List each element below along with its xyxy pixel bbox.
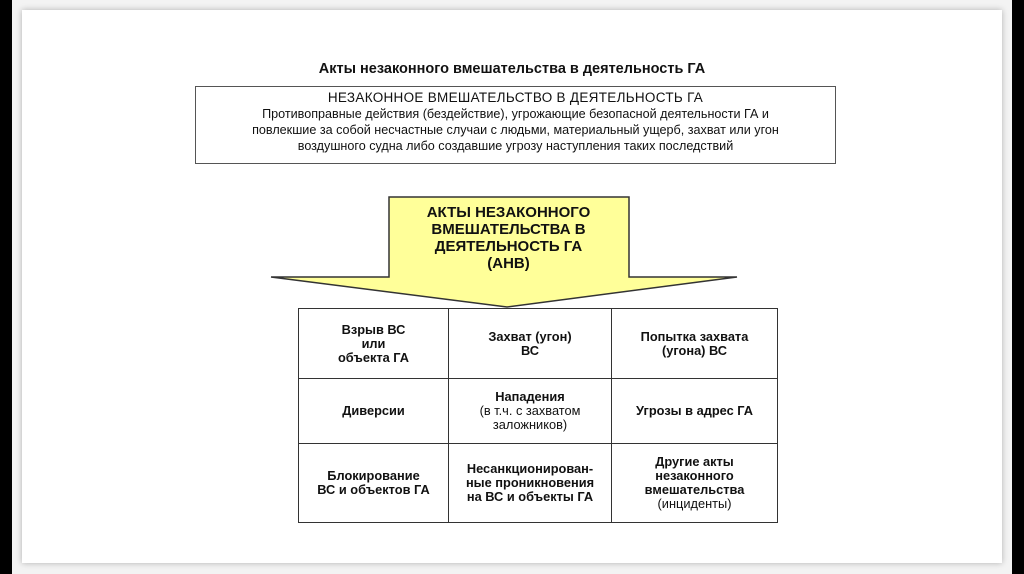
grid-cell-title: Блокирование ВС и объектов ГА (317, 468, 430, 497)
grid-cell (612, 309, 778, 379)
grid-cell-title: Угрозы в адрес ГА (636, 403, 753, 418)
grid-cell (449, 309, 612, 379)
slide-background (12, 0, 1012, 574)
grid-row (299, 309, 778, 379)
slide-title: Акты незаконного вмешательства в деятельность ГА (318, 61, 706, 77)
grid-cell-title: Нападения (495, 389, 565, 404)
grid-cell (612, 444, 778, 523)
grid-cell (299, 309, 449, 379)
grid-row (299, 444, 778, 523)
grid-cell-title: Другие акты незаконного вмешательства (644, 454, 745, 497)
grid-cell-title: Взрыв ВС или объекта ГА (337, 321, 410, 365)
grid-cell (612, 379, 778, 444)
grid-cell-title: Несанкционирован- ные проникновения на ВС и объекты ГА (465, 461, 595, 504)
right-edge-bar (1012, 0, 1024, 574)
grid-cell (449, 379, 612, 444)
grid-cell-note: (в т.ч. с захватом заложников) (479, 403, 581, 432)
definition-text: Противоправные действия (бездействие), угрожающие безопасной деятельности ГА и повлекшие за собой несчастные случаи с людьми, материальный ущерб, захват или угон воздушного судна либо создавшие угрозу наступления таких последствий (252, 107, 779, 153)
grid-cell-title: Диверсии (342, 403, 405, 418)
arrow-label: АКТЫ НЕЗАКОННОГО ВМЕШАТЕЛЬСТВА В ДЕЯТЕЛЬНОСТЬ ГА (АНВ) (426, 204, 591, 272)
acts-grid (298, 308, 778, 523)
definition-heading: НЕЗАКОННОЕ ВМЕШАТЕЛЬСТВО В ДЕЯТЕЛЬНОСТЬ ГА (327, 90, 704, 105)
grid-cell-title: Попытка захвата (угона) ВС (640, 328, 749, 358)
grid-cell-title: Захват (угон) ВС (488, 328, 572, 358)
grid-cell (299, 444, 449, 523)
grid-cell-note: (инциденты) (657, 496, 732, 511)
grid-cell (299, 379, 449, 444)
grid-row (299, 379, 778, 444)
grid-cell (449, 444, 612, 523)
left-edge-bar (0, 0, 12, 574)
slide-card (22, 10, 1002, 563)
down-arrow-shape (22, 10, 1002, 320)
